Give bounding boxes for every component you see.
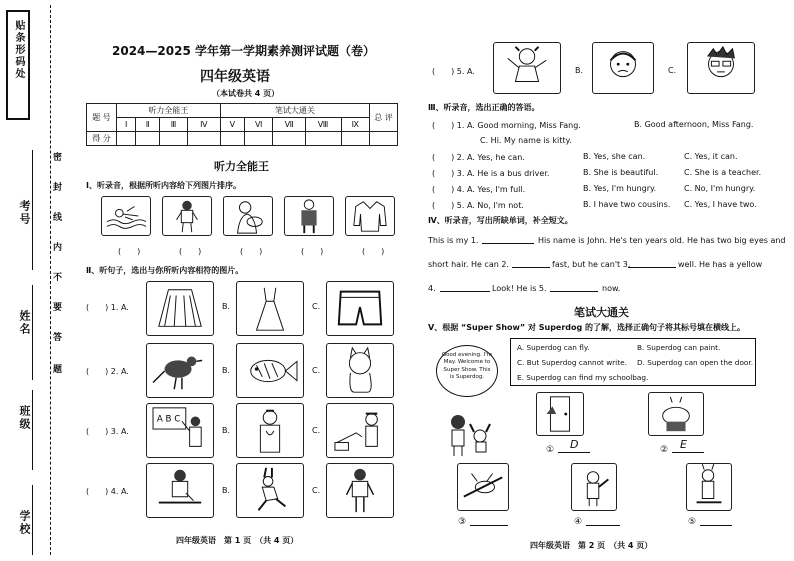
- seal-line-char: 封: [53, 180, 62, 193]
- q1-answer-paren[interactable]: ( ): [179, 247, 202, 256]
- answer-blank-1[interactable]: [558, 452, 590, 453]
- q4-line3-end: now.: [602, 284, 621, 293]
- q3-option-b: B. Good afternoon, Miss Fang.: [634, 120, 754, 129]
- q1-pic-shirt: [345, 196, 395, 236]
- score-row-label: 得 分: [87, 132, 117, 146]
- class-line: [32, 390, 33, 470]
- q4-blank-5[interactable]: [550, 291, 598, 292]
- q3-item-text: C. Hi. My name is kitty.: [480, 136, 572, 145]
- section-numeral: Ⅲ: [160, 118, 188, 132]
- q3-item-text: ( ) 4. A. Yes, I'm full.: [432, 185, 526, 194]
- q2-2-a-bird: [146, 343, 214, 398]
- answer-blank-2[interactable]: [672, 452, 704, 453]
- q3-item-text: ( ) 5. A. No, I'm not.: [432, 201, 524, 210]
- q2-option-c-label: C.: [312, 486, 321, 495]
- section-numeral: Ⅳ: [187, 118, 220, 132]
- q3-option-b: B. Yes, I'm hungry.: [583, 184, 657, 193]
- score-cell[interactable]: [187, 132, 220, 146]
- speech-bubble-text: Good evening. I'm May. Welcome to Super Show. This is Superdog.: [441, 352, 493, 381]
- q4-line1-end: His name is John. He's ten years old. He has two big eyes and: [538, 236, 786, 245]
- q2-5-b-label: B.: [575, 66, 584, 75]
- q2-5-label: ( ) 5. A.: [432, 67, 475, 76]
- svg-text:A B C: A B C: [156, 414, 181, 425]
- q4-blank-4[interactable]: [440, 291, 490, 292]
- superdog-write-pic: [686, 463, 732, 511]
- q4-blank-1[interactable]: [482, 243, 534, 244]
- q2-row-label: ( ) 1. A.: [86, 303, 129, 312]
- q2-2-b-fish: [236, 343, 304, 398]
- score-cell[interactable]: [273, 132, 305, 146]
- q2-option-b-label: B.: [222, 302, 231, 311]
- q4-line3-start: 4.: [428, 284, 436, 293]
- q3-item-text: ( ) 3. A. He is a bus driver.: [432, 169, 550, 178]
- q1-pic-man-suit: [284, 196, 334, 236]
- q4-blank-2[interactable]: [512, 267, 550, 268]
- answer-blank-4[interactable]: [586, 525, 620, 526]
- answer-blank-3[interactable]: [470, 525, 508, 526]
- score-cell[interactable]: [370, 132, 398, 146]
- q3-option-c: C. Yes, I have two.: [684, 200, 757, 209]
- q1-pic-swimming: [101, 196, 151, 236]
- q3-option-c: C. No, I'm hungry.: [684, 184, 756, 193]
- q2-5-c-label: C.: [668, 66, 677, 75]
- q2-1-a-skirt: [146, 281, 214, 336]
- q4-instruction: Ⅳ、听录音，写出所缺单词，补全短文。: [428, 216, 573, 225]
- score-cell[interactable]: [117, 132, 136, 146]
- seal-line-char: 题: [53, 362, 62, 375]
- q2-5-c-boy-face: [687, 42, 755, 94]
- score-cell[interactable]: [160, 132, 188, 146]
- section-numeral: Ⅸ: [341, 118, 370, 132]
- section-numeral: Ⅵ: [244, 118, 273, 132]
- total-header: 总 评: [370, 104, 398, 132]
- page1-footer: 四年级英语 第 1 页 （共 4 页）: [176, 536, 299, 545]
- name-line: [32, 285, 33, 380]
- school-label: 学校: [18, 510, 31, 536]
- speech-bubble: [436, 345, 498, 397]
- q1-instruction: Ⅰ、听录音，根据所听内容给下列图片排序。: [86, 181, 241, 190]
- writing-group-header: 笔试大通关: [220, 104, 369, 118]
- class-label: 班级: [18, 405, 31, 431]
- blank-5-label: ⑤: [688, 517, 697, 527]
- exam-no-label: 考号: [18, 200, 31, 226]
- q2-4-c-boy-standing: [326, 463, 394, 518]
- superdog-option: D. Superdog can open the door.: [637, 358, 754, 367]
- score-table: [86, 103, 398, 146]
- seal-line-char: 线: [53, 210, 62, 223]
- q2-option-b-label: B.: [222, 366, 231, 375]
- exam-title: 2024—2025 学年第一学期素养测评试题（卷）: [112, 44, 375, 58]
- seal-line-char: 内: [53, 240, 62, 253]
- section-numeral: Ⅱ: [136, 118, 160, 132]
- q5-instruction: Ⅴ、根据 “Super Show” 对 Superdog 的了解，选择正确句子将其标号填在横线上。: [428, 323, 746, 332]
- section-numeral: Ⅷ: [305, 118, 341, 132]
- q1-pic-boy: [162, 196, 212, 236]
- q2-row-label: ( ) 4. A.: [86, 487, 129, 496]
- q4-line2-start: short hair. He can 2.: [428, 260, 509, 269]
- subject-title: 四年级英语: [200, 69, 270, 85]
- superdog-fly-pic: [457, 463, 509, 511]
- page2-footer: 四年级英语 第 2 页 （共 4 页）: [530, 541, 653, 550]
- q2-1-b-dress: [236, 281, 304, 336]
- seal-line-char: 不: [53, 270, 62, 283]
- q1-answer-paren[interactable]: ( ): [118, 247, 141, 256]
- handwritten-d: D: [570, 438, 579, 451]
- listening-group-header: 听力全能王: [117, 104, 221, 118]
- q3-option-c: C. Yes, it can.: [684, 152, 738, 161]
- q4-line1-start: This is my 1.: [428, 236, 479, 245]
- q4-line3-mid: Look! He is 5.: [492, 284, 547, 293]
- q2-3-c-worker: [326, 403, 394, 458]
- score-table-header: 题 号: [87, 104, 117, 132]
- score-cell[interactable]: [341, 132, 370, 146]
- blank-2-label: ②: [660, 445, 669, 455]
- superdog-paint-pic: [571, 463, 617, 511]
- blank-3-label: ③: [458, 517, 467, 527]
- q2-instruction: Ⅱ、听句子，选出与你所听内容相符的图片。: [86, 266, 244, 275]
- q3-option-b: B. I have two cousins.: [583, 200, 671, 209]
- q1-answer-paren[interactable]: ( ): [301, 247, 324, 256]
- score-cell[interactable]: [136, 132, 160, 146]
- q3-item-text: ( ) 2. A. Yes, he can.: [432, 153, 525, 162]
- superdog-option: B. Superdog can paint.: [637, 343, 721, 352]
- blank-4-label: ④: [574, 517, 583, 527]
- q2-option-b-label: B.: [222, 426, 231, 435]
- superdog-option: A. Superdog can fly.: [517, 343, 590, 352]
- section-numeral: Ⅰ: [117, 118, 136, 132]
- q2-row-label: ( ) 3. A.: [86, 427, 129, 436]
- q2-row-label: ( ) 2. A.: [86, 367, 129, 376]
- q3-option-b: B. She is beautiful.: [583, 168, 659, 177]
- q2-3-b-doctor: [236, 403, 304, 458]
- binding-margin: [0, 0, 70, 561]
- superdog-schoolbag-pic: [648, 392, 704, 436]
- q2-4-a-boy-writing: [146, 463, 214, 518]
- exam-no-line: [32, 150, 33, 270]
- seal-dash-line: [50, 5, 51, 555]
- q2-option-b-label: B.: [222, 486, 231, 495]
- q2-5-b-girl-face: [592, 42, 654, 94]
- q4-line2-end: well. He has a yellow: [678, 260, 763, 269]
- section-numeral: Ⅶ: [273, 118, 305, 132]
- may-and-superdog: [440, 402, 500, 458]
- q1-pic-mother-baby: [223, 196, 273, 236]
- listening-section-title: 听力全能王: [214, 160, 269, 173]
- superdog-option: E. Superdog can find my schoolbag.: [517, 373, 649, 382]
- blank-1-label: ①: [546, 445, 555, 455]
- q2-2-c-cat: [326, 343, 394, 398]
- q2-option-c-label: C.: [312, 426, 321, 435]
- q3-option-c: C. She is a teacher.: [684, 168, 762, 177]
- options-box: [510, 338, 756, 386]
- q3-instruction: Ⅲ、听录音，选出正确的答语。: [428, 103, 540, 112]
- seal-line-char: 答: [53, 330, 62, 343]
- q2-5-a-girl-dancing: [493, 42, 561, 94]
- q4-line2-mid: fast, but he can't 3.: [552, 260, 631, 269]
- score-cell[interactable]: [220, 132, 244, 146]
- superdog-door-pic: [536, 392, 584, 436]
- seal-line-char: 密: [53, 150, 62, 163]
- school-line: [32, 485, 33, 555]
- q4-blank-3[interactable]: [628, 267, 676, 268]
- score-cell[interactable]: [305, 132, 341, 146]
- handwritten-e: E: [680, 438, 687, 451]
- seal-line-char: 要: [53, 300, 62, 313]
- q3-item-text: ( ) 1. A. Good morning, Miss Fang.: [432, 121, 581, 130]
- barcode-box: [6, 10, 30, 120]
- superdog-option: C. But Superdog cannot write.: [517, 358, 627, 367]
- q2-3-a-teacher: [146, 403, 214, 458]
- q2-1-c-shorts: [326, 281, 394, 336]
- answer-blank-5[interactable]: [700, 525, 732, 526]
- score-cell[interactable]: [244, 132, 273, 146]
- barcode-label: 贴条形码处: [13, 20, 24, 80]
- q3-option-b: B. Yes, she can.: [583, 152, 646, 161]
- q1-answer-paren[interactable]: ( ): [362, 247, 385, 256]
- q2-option-c-label: C.: [312, 302, 321, 311]
- q1-answer-paren[interactable]: ( ): [240, 247, 263, 256]
- pages-note: （本试卷共 4 页）: [212, 89, 280, 98]
- q2-4-b-rabbit-running: [236, 463, 304, 518]
- name-label: 姓名: [18, 310, 31, 336]
- writing-section-title: 笔试大通关: [574, 306, 629, 319]
- q2-option-c-label: C.: [312, 366, 321, 375]
- section-numeral: Ⅴ: [220, 118, 244, 132]
